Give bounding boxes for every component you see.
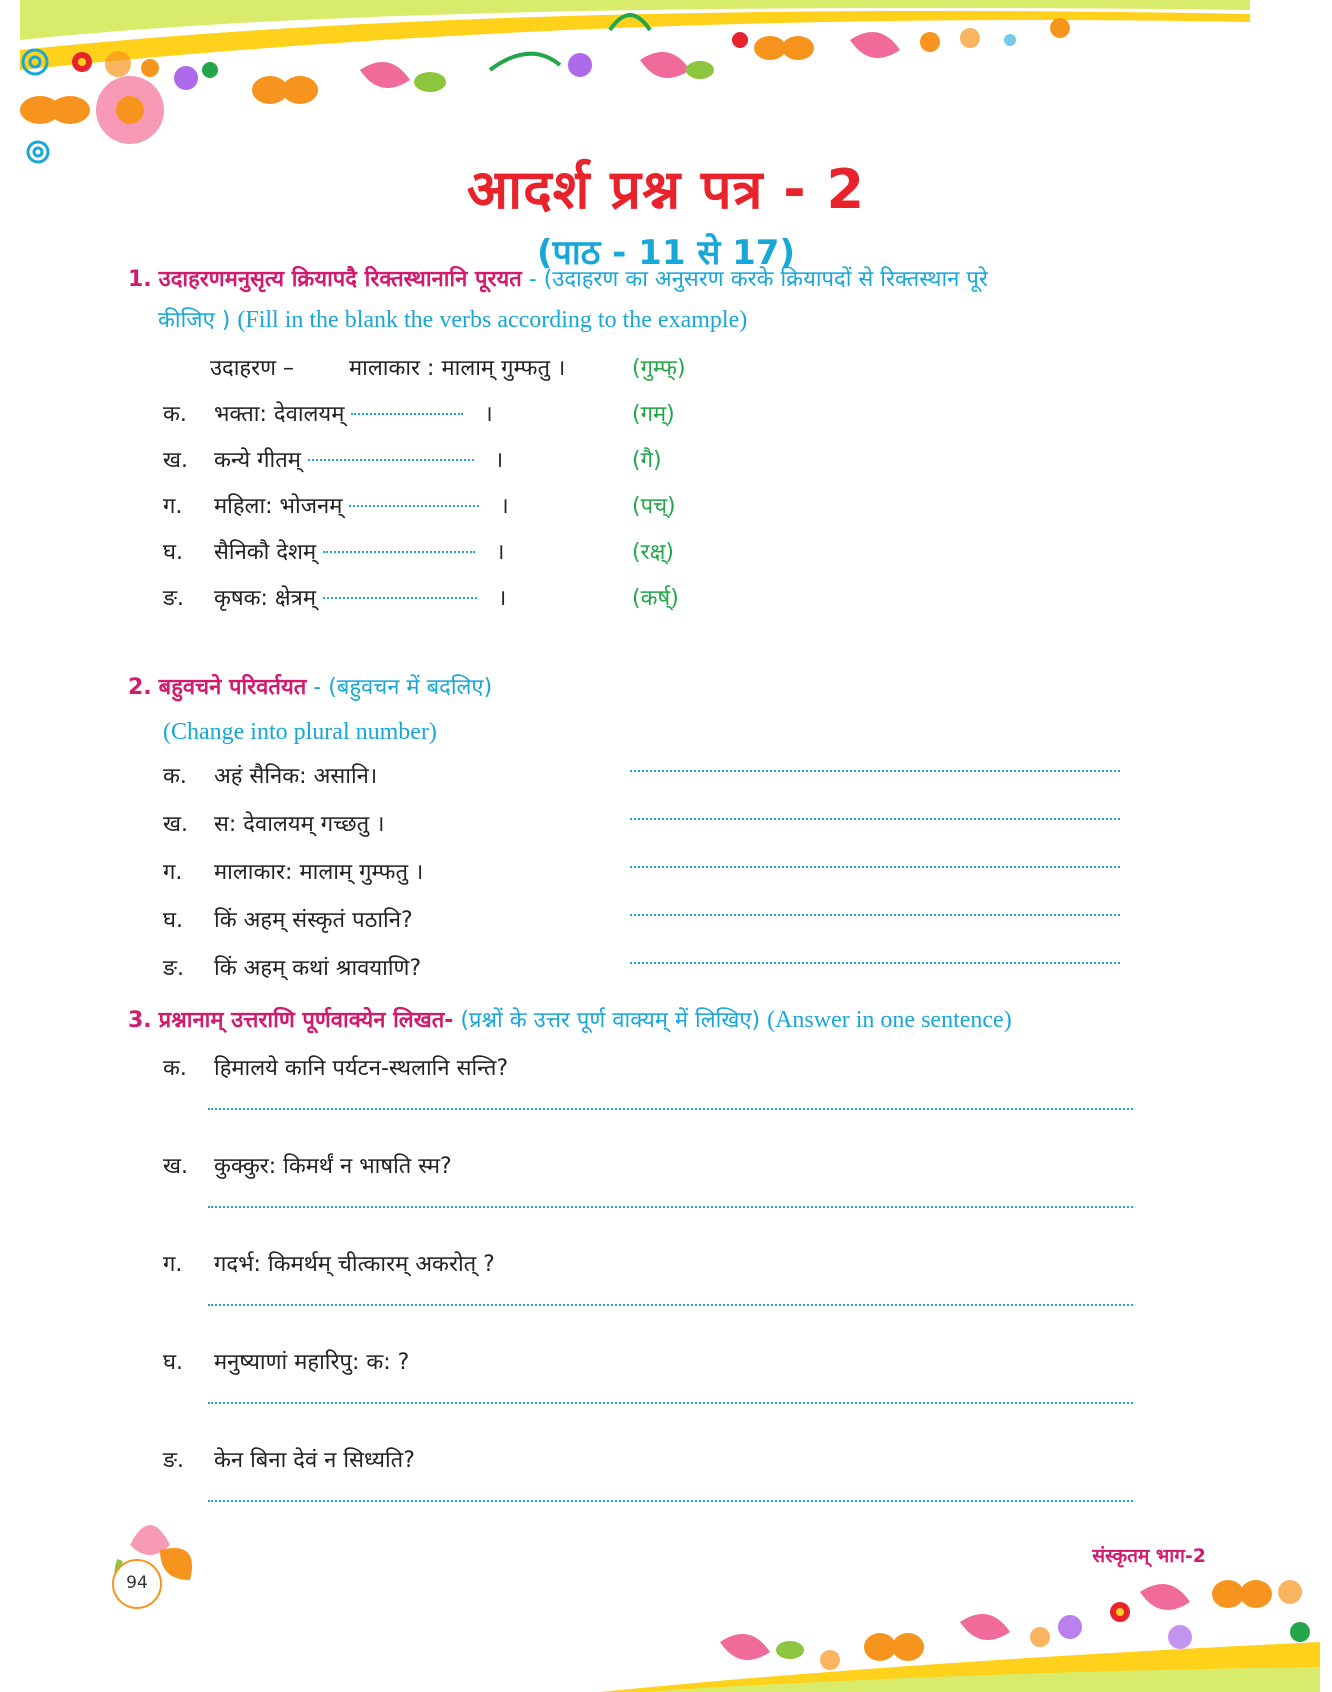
- butterfly-icon: [754, 36, 814, 60]
- list-item: [163, 808, 385, 838]
- butterfly-icon: [1212, 1580, 1272, 1608]
- question-number: 1.: [128, 267, 152, 292]
- item-end: ।: [498, 586, 507, 611]
- item-text: भक्ता: देवालयम्: [214, 402, 345, 427]
- item-label: ङ.: [163, 956, 185, 981]
- item-text: मनुष्याणां महारिपु: क: ?: [214, 1350, 410, 1375]
- question-note-hindi-cont: कीजिए ): [158, 308, 231, 333]
- list-item: [163, 490, 509, 520]
- item-text: कृषक: क्षेत्रम्: [214, 586, 316, 611]
- item-text: किं अहम् कथां श्रावयाणि?: [214, 956, 422, 981]
- question-title: उदाहरणमनुसृत्य क्रियापदै रिक्तस्थानानि पूरयत: [158, 267, 522, 292]
- answer-line[interactable]: [630, 866, 1120, 868]
- example-hint: (गुम्फ्): [632, 356, 686, 381]
- item-label: ख.: [163, 448, 188, 473]
- question-note-hindi: - (बहुवचन में बदलिए): [313, 675, 493, 700]
- item-label: ग.: [163, 494, 183, 519]
- question-note-hindi: (प्रश्नों के उत्तर पूर्ण वाक्यम् में लिखिए): [460, 1008, 761, 1033]
- item-text: किं अहम् संस्कृतं पठानि?: [214, 908, 413, 933]
- question-note-english: (Fill in the blank the verbs according to the example): [237, 307, 748, 333]
- question-title: प्रश्नानाम् उत्तराणि पूर्णवाक्येन लिखत-: [158, 1008, 454, 1033]
- item-label: क.: [163, 402, 187, 427]
- answer-line[interactable]: [208, 1304, 1133, 1306]
- list-item: [163, 1444, 415, 1474]
- list-item: [163, 1346, 409, 1376]
- list-item: [163, 398, 493, 428]
- butterfly-icon: [20, 96, 90, 124]
- verb-hint: (गै): [632, 448, 662, 473]
- item-text: कुक्कुर: किमर्थं न भाषति स्म?: [214, 1154, 452, 1179]
- item-label: ग.: [163, 1252, 183, 1277]
- list-item: [163, 536, 505, 566]
- item-end: ।: [494, 448, 504, 473]
- item-label: ङ.: [163, 586, 185, 611]
- list-item: [163, 952, 421, 982]
- answer-line[interactable]: [630, 770, 1120, 772]
- question-1-header-cont: [158, 298, 747, 343]
- answer-line[interactable]: [208, 1500, 1133, 1502]
- butterfly-icon: [252, 76, 318, 104]
- item-text: हिमालये कानि पर्यटन-स्थलानि सन्ति?: [214, 1056, 509, 1081]
- item-text: सैनिकौ देशम्: [214, 540, 317, 565]
- answer-line[interactable]: [630, 962, 1120, 964]
- item-text: केन बिना देवं न सिध्यति?: [214, 1448, 415, 1473]
- item-label: ङ.: [163, 1448, 185, 1473]
- page-title: आदर्श प्रश्न पत्र - 2: [466, 158, 866, 221]
- butterfly-icon: [864, 1633, 924, 1661]
- list-item: [163, 760, 377, 790]
- item-label: क.: [163, 1056, 187, 1081]
- verb-hint: (पच्): [632, 494, 676, 519]
- list-item: [163, 904, 413, 934]
- item-text: महिला: भोजनम्: [214, 494, 343, 519]
- question-number: 2.: [128, 675, 152, 700]
- book-title: संस्कृतम् भाग-2: [1092, 1545, 1206, 1567]
- example-label: उदाहरण –: [210, 356, 295, 381]
- item-label: ख.: [163, 812, 188, 837]
- question-note-english: (Answer in one sentence): [767, 1007, 1012, 1033]
- verb-hint: (कर्ष्): [632, 586, 679, 611]
- answer-line[interactable]: [208, 1206, 1133, 1208]
- page-subtitle: (पाठ - 11 से 17): [536, 233, 796, 273]
- bottom-floral-border: [0, 1572, 1332, 1692]
- question-2-english: [163, 710, 437, 755]
- item-text: मालाकार: मालाम् गुम्फतु ।: [214, 860, 424, 885]
- list-item: [163, 856, 423, 886]
- item-label: ग.: [163, 860, 183, 885]
- answer-line[interactable]: [630, 914, 1120, 916]
- list-item: [163, 1248, 495, 1278]
- question-1-header: [128, 258, 1128, 302]
- item-label: घ.: [163, 540, 183, 565]
- item-label: घ.: [163, 1350, 183, 1375]
- example-row: [210, 352, 565, 382]
- question-note-hindi: - (उदाहरण का अनुसरण करके क्रियापदों से रिक्तस्थान पूरे: [528, 267, 988, 292]
- flower-icon: [96, 76, 164, 144]
- item-end: ।: [484, 402, 493, 427]
- item-text: गदर्भ: किमर्थम् चीत्कारम् अकरोत् ?: [214, 1252, 495, 1277]
- item-text: कन्ये गीतम्: [214, 448, 301, 473]
- item-end: ।: [496, 540, 505, 565]
- question-2-header: [128, 666, 492, 710]
- question-3-header: [128, 998, 1228, 1043]
- item-label: क.: [163, 764, 187, 789]
- list-item: [163, 1052, 508, 1082]
- answer-line[interactable]: [208, 1402, 1133, 1404]
- answer-line[interactable]: [208, 1108, 1133, 1110]
- list-item: [163, 1150, 452, 1180]
- item-label: ख.: [163, 1154, 188, 1179]
- fill-blank[interactable]: [308, 459, 474, 461]
- item-text: स: देवालयम् गच्छतु ।: [214, 812, 385, 837]
- fill-blank[interactable]: [349, 505, 479, 507]
- fill-blank[interactable]: [323, 597, 477, 599]
- question-number: 3.: [128, 1008, 152, 1033]
- example-text: मालाकार : मालाम् गुम्फतु ।: [349, 356, 566, 381]
- fill-blank[interactable]: [323, 551, 475, 553]
- question-note-english: (Change into plural number): [163, 719, 437, 745]
- verb-hint: (रक्ष्): [632, 540, 674, 565]
- fill-blank[interactable]: [351, 413, 463, 415]
- item-end: ।: [500, 494, 509, 519]
- list-item: [163, 582, 506, 612]
- verb-hint: (गम्): [632, 402, 675, 427]
- item-label: घ.: [163, 908, 183, 933]
- question-title: बहुवचने परिवर्तयत: [158, 675, 307, 700]
- item-text: अहं सैनिक: असानि।: [214, 764, 378, 789]
- page-number: 94: [112, 1559, 162, 1609]
- list-item: [163, 444, 503, 474]
- answer-line[interactable]: [630, 818, 1120, 820]
